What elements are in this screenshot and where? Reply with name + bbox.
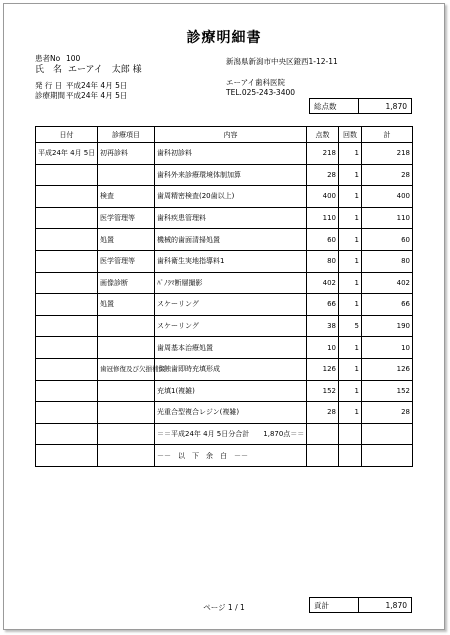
cell-count: 1 <box>339 380 362 402</box>
cell-date: 平成24年 4月 5日 <box>36 143 98 165</box>
total-points-box <box>309 98 412 114</box>
table-row <box>36 445 413 467</box>
cell-count: 1 <box>339 143 362 165</box>
cell-points: 110 <box>307 207 339 229</box>
cell-item <box>98 380 155 402</box>
cell-total: 218 <box>362 143 413 165</box>
cell-total: 60 <box>362 229 413 251</box>
cell-item: 検査 <box>98 186 155 208</box>
cell-count: 1 <box>339 402 362 424</box>
cell-item: 処置 <box>98 294 155 316</box>
table-row <box>36 272 413 294</box>
cell-item: 医学管理等 <box>98 250 155 272</box>
issue-date-value: 平成24年 4月 5日 <box>66 81 128 90</box>
cell-count: 1 <box>339 207 362 229</box>
statement-table <box>35 126 413 467</box>
header-points: 点数 <box>307 127 339 143</box>
cell-content: スケーリング <box>155 294 307 316</box>
cell-count: 1 <box>339 358 362 380</box>
table-header-row <box>36 127 413 143</box>
table-row <box>36 358 413 380</box>
table-row <box>36 164 413 186</box>
table-row <box>36 380 413 402</box>
cell-content: う蝕歯即時充填形成 <box>155 358 307 380</box>
cell-item <box>98 445 155 467</box>
treatment-period-value: 平成24年 4月 5日 <box>66 91 128 100</box>
cell-total: 10 <box>362 337 413 359</box>
clinic-tel: TEL.025-243-3400 <box>226 88 296 97</box>
cell-item <box>98 402 155 424</box>
cell-content: 歯科衛生実地指導料1 <box>155 250 307 272</box>
cell-content: －－ 以 下 余 白 －－ <box>155 445 307 467</box>
cell-total: 400 <box>362 186 413 208</box>
cell-content: ﾊﾟﾉﾗﾏ断層撮影 <box>155 272 307 294</box>
cell-points: 126 <box>307 358 339 380</box>
cell-total: 66 <box>362 294 413 316</box>
table-row <box>36 423 413 445</box>
cell-content: 歯周精密検査(20歯以上) <box>155 186 307 208</box>
cell-count: 1 <box>339 229 362 251</box>
cell-date <box>36 315 98 337</box>
cell-points: 60 <box>307 229 339 251</box>
cell-total: 110 <box>362 207 413 229</box>
cell-date <box>36 294 98 316</box>
cell-points: 66 <box>307 294 339 316</box>
table-row <box>36 315 413 337</box>
total-points-value: 1,870 <box>358 99 411 113</box>
cell-item: 処置 <box>98 229 155 251</box>
patient-no-value: 100 <box>66 54 81 63</box>
cell-points: 402 <box>307 272 339 294</box>
document-title: 診療明細書 <box>186 30 262 46</box>
cell-total <box>362 423 413 445</box>
table-row <box>36 402 413 424</box>
cell-total: 152 <box>362 380 413 402</box>
cell-date <box>36 229 98 251</box>
table-row <box>36 250 413 272</box>
table-row <box>36 294 413 316</box>
cell-total <box>362 445 413 467</box>
header-content: 内容 <box>155 127 307 143</box>
cell-item <box>98 164 155 186</box>
cell-count <box>339 445 362 467</box>
cell-date <box>36 207 98 229</box>
cell-total: 190 <box>362 315 413 337</box>
cell-date <box>36 380 98 402</box>
cell-points: 80 <box>307 250 339 272</box>
cell-points <box>307 445 339 467</box>
cell-total: 28 <box>362 402 413 424</box>
cell-points: 10 <box>307 337 339 359</box>
cell-date <box>36 358 98 380</box>
cell-item <box>98 423 155 445</box>
cell-date <box>36 402 98 424</box>
cell-item: 歯冠修復及び欠損補綴 <box>98 358 155 380</box>
treatment-period-label: 診療期間 <box>35 91 65 100</box>
cell-date <box>36 423 98 445</box>
cell-item <box>98 315 155 337</box>
cell-content: 歯科外来診療環境体制加算 <box>155 164 307 186</box>
total-points-label: 総点数 <box>314 101 337 111</box>
header-item: 診療項目 <box>98 127 155 143</box>
issue-date-label: 発 行 日 <box>35 81 63 90</box>
cell-points: 400 <box>307 186 339 208</box>
cell-content: 歯科初診料 <box>155 143 307 165</box>
document-page <box>3 3 445 630</box>
cell-points: 38 <box>307 315 339 337</box>
clinic-name: エーアイ歯科医院 <box>226 78 285 87</box>
cell-content: スケーリング <box>155 315 307 337</box>
cell-date <box>36 186 98 208</box>
cell-date <box>36 272 98 294</box>
cell-content: ＝＝平成24年 4月 5日分合計 1,870点＝＝ <box>155 423 307 445</box>
cell-total: 402 <box>362 272 413 294</box>
patient-no-label: 患者No <box>35 54 61 63</box>
cell-item: 画像診断 <box>98 272 155 294</box>
clinic-address: 新潟県新潟市中央区鐙西1-12-11 <box>226 57 338 66</box>
cell-count: 1 <box>339 186 362 208</box>
cell-points: 28 <box>307 164 339 186</box>
cell-item: 医学管理等 <box>98 207 155 229</box>
cell-date <box>36 250 98 272</box>
cell-count: 1 <box>339 337 362 359</box>
table-row <box>36 186 413 208</box>
cell-count: 5 <box>339 315 362 337</box>
cell-count <box>339 423 362 445</box>
cell-count: 1 <box>339 250 362 272</box>
grand-total-value: 1,870 <box>358 598 411 612</box>
page-number: ページ 1 / 1 <box>203 603 245 612</box>
cell-item <box>98 337 155 359</box>
grand-total-box <box>309 597 412 613</box>
cell-count: 1 <box>339 164 362 186</box>
table-row <box>36 229 413 251</box>
cell-content: 歯周基本治療処置 <box>155 337 307 359</box>
cell-content: 充填1(複雑) <box>155 380 307 402</box>
header-count: 回数 <box>339 127 362 143</box>
grand-total-label: 貢計 <box>314 600 329 610</box>
table-row <box>36 143 413 165</box>
cell-date <box>36 164 98 186</box>
cell-content: 光重合型複合レジン(複雑) <box>155 402 307 424</box>
cell-content: 機械的歯面清掃処置 <box>155 229 307 251</box>
header-date: 日付 <box>36 127 98 143</box>
cell-item: 初再診料 <box>98 143 155 165</box>
cell-date <box>36 337 98 359</box>
patient-name-label: 氏 名 <box>35 65 63 75</box>
cell-count: 1 <box>339 294 362 316</box>
patient-name-value: エーアイ 太郎 様 <box>68 65 142 75</box>
header-total: 計 <box>362 127 413 143</box>
table-row <box>36 337 413 359</box>
cell-content: 歯科疾患管理料 <box>155 207 307 229</box>
cell-points: 28 <box>307 402 339 424</box>
cell-points <box>307 423 339 445</box>
cell-date <box>36 445 98 467</box>
table-row <box>36 207 413 229</box>
cell-total: 28 <box>362 164 413 186</box>
cell-points: 218 <box>307 143 339 165</box>
cell-points: 152 <box>307 380 339 402</box>
cell-total: 80 <box>362 250 413 272</box>
cell-total: 126 <box>362 358 413 380</box>
cell-count: 1 <box>339 272 362 294</box>
